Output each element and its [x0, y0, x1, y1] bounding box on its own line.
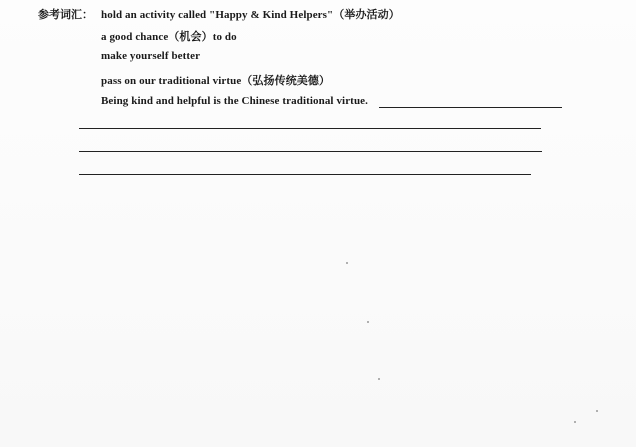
vocab-item-hold-activity: hold an activity called "Happy & Kind Helpers"（举办活动） [101, 9, 400, 21]
answer-line-4[interactable] [79, 174, 531, 175]
scan-speck [574, 421, 576, 423]
scan-speck [346, 262, 348, 264]
vocab-item-pass-on-virtue: pass on our traditional virtue（弘扬传统美德） [101, 75, 331, 87]
vocab-item-make-better: make yourself better [101, 50, 201, 62]
writing-opening-sentence: Being kind and helpful is the Chinese traditional virtue. [101, 95, 368, 107]
answer-line-2[interactable] [79, 128, 541, 129]
vocab-item-good-chance: a good chance（机会）to do [101, 31, 237, 43]
answer-line-3[interactable] [79, 151, 542, 152]
scan-speck [378, 378, 380, 380]
answer-line-1[interactable] [379, 107, 562, 108]
scan-speck [596, 410, 598, 412]
scan-speck [367, 321, 369, 323]
reference-vocab-label: 参考词汇： [38, 9, 93, 21]
